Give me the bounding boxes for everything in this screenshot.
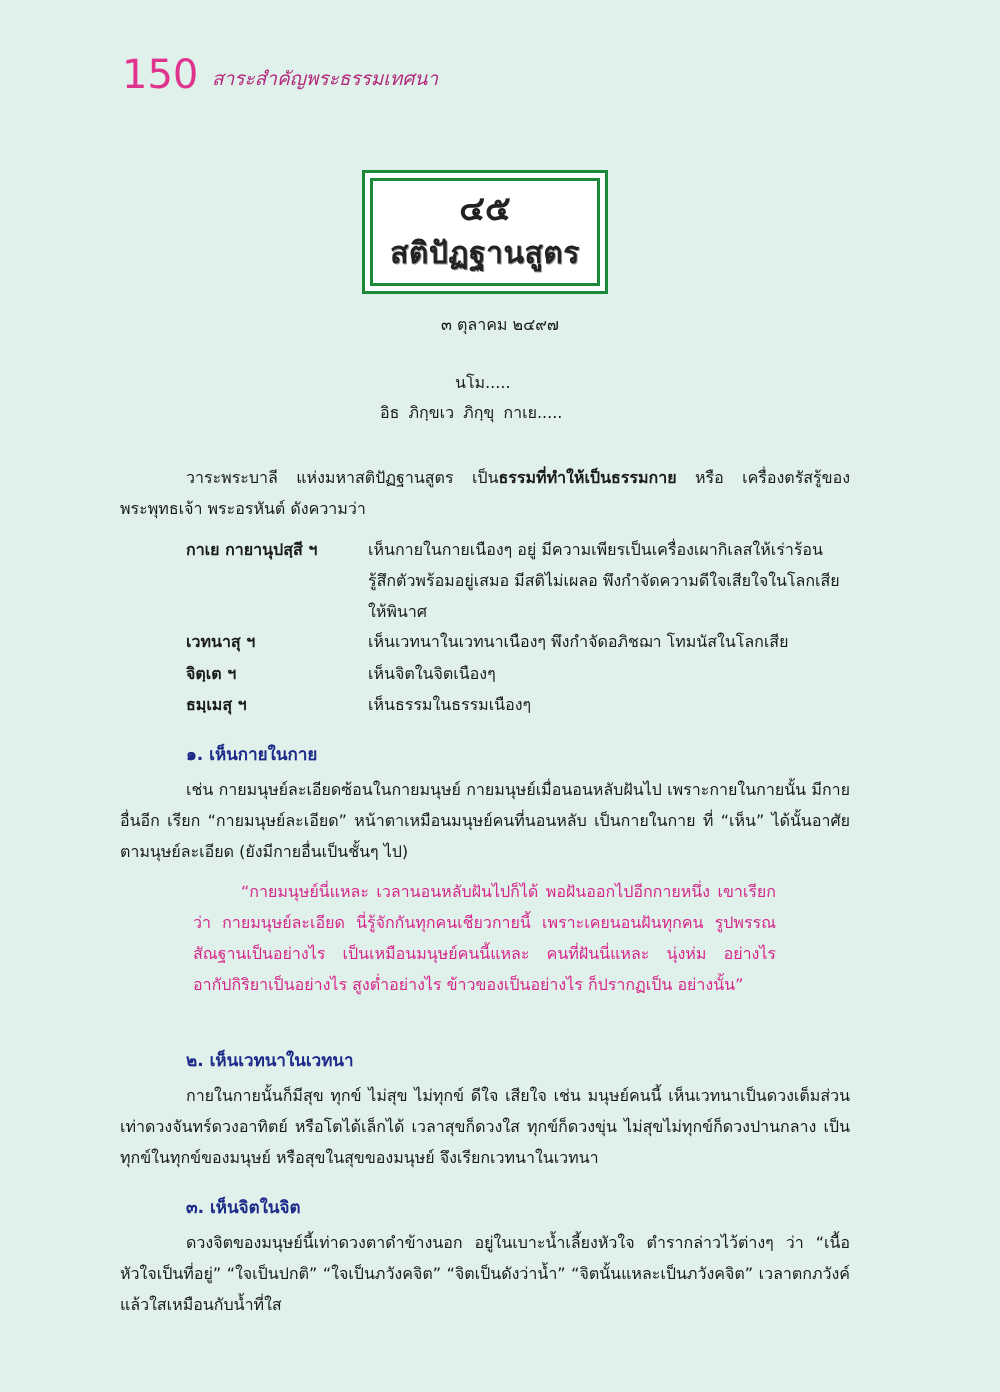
invocation-line-2: อิธ ภิกฺขเว ภิกฺขุ กาเย..... bbox=[380, 403, 563, 422]
section-heading-1: ๑. เห็นกายในกาย bbox=[186, 745, 318, 765]
page-number: 150 bbox=[122, 52, 199, 98]
section-1-text: เช่น กายมนุษย์ละเอียดซ้อนในกายมนุษย์ กายมนุษย์เมื่อนอนหลับฝันไป เพราะกายในกายนั้น มีกายอื่นอีก เรียก “กายมนุษย์ละเอียด” หน้าตาเหมือนมนุษย์คนที่นอนหลับ เป็นกายในกาย ที่ “เห็น” ได้นั้นอาศัยตามนุษย์ละเอียด (ยังมีกายอื่นเป็นชั้นๆ ไป) bbox=[120, 780, 850, 861]
invocation-line-1: นโม..... bbox=[455, 373, 511, 392]
definition-description: เห็นธรรมในธรรมเนืองๆ bbox=[368, 695, 532, 714]
chapter-title: สติปัฏฐานสูตร bbox=[390, 236, 580, 271]
quote-text: “กายมนุษย์นี่แหละ เวลานอนหลับฝันไปก็ได้ พอฝันออกไปอีกกายหนึ่ง เขาเรียกว่า กายมนุษย์ละเอียด นี่รู้จักกันทุกคนเชียวกายนี้ เพราะเคยนอนฝันทุกคน รูปพรรณสัณฐานเป็นอย่างไร เป็นเหมือนมนุษย์คนนี้แหละ คนที่ฝันนี่แหละ นุ่งห่ม อย่างไร อากัปกิริยาเป็นอย่างไร สูงต่ำอย่างไร ข้าวของเป็นอย่างไร ก็ปรากฏเป็น อย่างนั้น” bbox=[193, 882, 776, 994]
definition-term: กาเย กายานุปสฺสี ฯ bbox=[186, 540, 318, 559]
section-1-paragraph bbox=[120, 774, 850, 867]
section-2-paragraph bbox=[120, 1080, 850, 1173]
definition-term: จิตฺเต ฯ bbox=[186, 664, 237, 683]
definition-term: ธมฺเมสุ ฯ bbox=[186, 695, 247, 714]
section-heading-2: ๒. เห็นเวทนาในเวทนา bbox=[186, 1051, 354, 1071]
book-title: สาระสำคัญพระธรรมเทศนา bbox=[212, 68, 439, 90]
section-2-text: กายในกายนั้นก็มีสุข ทุกข์ ไม่สุข ไม่ทุกข์ ดีใจ เสียใจ เช่น มนุษย์คนนี้ เห็นเวทนาเป็นดวงเต็มส่วนเท่าดวงจันทร์ดวงอาทิตย์ หรือโตได้เล็กได้ เวลาสุขก็ดวงใส ทุกข์ก็ดวงขุ่น ไม่สุขไม่ทุกข์ก็ดวงปานกลาง เป็นทุกข์ในทุกข์ของมนุษย์ หรือสุขในสุขของมนุษย์ จึงเรียกเวทนาในเวทนา bbox=[120, 1086, 850, 1167]
intro-text-after: หรือ เครื่องตรัสรู้ของพระพุทธเจ้า พระอรหันต์ ดังความว่า bbox=[120, 468, 851, 518]
section-3-paragraph bbox=[120, 1227, 850, 1320]
section-heading-3: ๓. เห็นจิตในจิต bbox=[186, 1198, 301, 1218]
intro-text-before: วาระพระบาลี แห่งมหาสติปัฏฐานสูตร เป็น bbox=[186, 468, 499, 487]
sermon-date: ๓ ตุลาคม ๒๔๙๗ bbox=[441, 315, 559, 334]
definition-description: เห็นกายในกายเนืองๆ อยู่ มีความเพียรเป็นเครื่องเผากิเลสให้เร่าร้อน รู้สึกตัวพร้อมอยู่เสมอ มีสติไม่เผลอ พึงกำจัดความดีใจเสียใจในโลกเสียให้พินาศ bbox=[368, 540, 840, 621]
chapter-number: ๔๕ bbox=[459, 189, 511, 229]
section-3-text: ดวงจิตของมนุษย์นี้เท่าดวงตาดำข้างนอก อยู่ในเบาะน้ำเลี้ยงหัวใจ ตำรากล่าวไว้ต่างๆ ว่า “เนื้อหัวใจเป็นที่อยู่” “ใจเป็นปกติ” “ใจเป็นภวังคจิต” “จิตเป็นดังว่าน้ำ” “จิตนั้นแหละเป็นภวังคจิต” เวลาตกภวังค์แล้วใสเหมือนกับน้ำที่ใส bbox=[120, 1233, 850, 1314]
chapter-title-box bbox=[362, 170, 608, 294]
definition-description: เห็นจิตในจิตเนืองๆ bbox=[368, 664, 496, 683]
intro-text-bold: ธรรมที่ทำให้เป็นธรรมกาย bbox=[498, 468, 677, 487]
definition-description: เห็นเวทนาในเวทนาเนืองๆ พึงกำจัดอภิชฌา โทมนัสในโลกเสีย bbox=[368, 632, 789, 651]
intro-paragraph bbox=[120, 462, 850, 524]
section-1-quote bbox=[193, 876, 776, 1000]
chapter-title-inner-frame bbox=[370, 178, 600, 286]
definition-term: เวทนาสุ ฯ bbox=[186, 632, 256, 651]
